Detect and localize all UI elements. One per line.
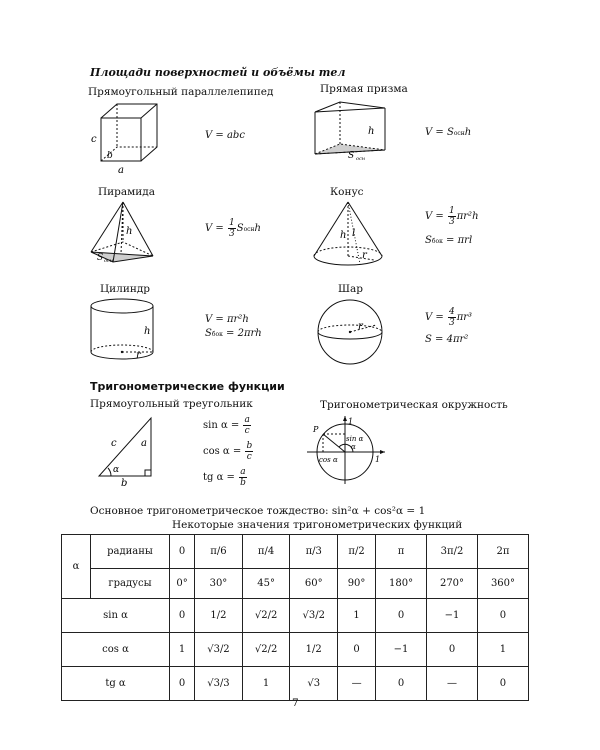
sphere-formula-v: V = xyxy=(425,312,444,323)
cylinder-formula-s-rest: = 2πrh xyxy=(226,328,262,339)
cos-value-cell: √3/2 xyxy=(195,633,243,667)
parallelepiped-title: Прямоугольный параллелепипед xyxy=(88,86,274,98)
cos-definition-fraction xyxy=(245,441,253,462)
sin-value-cell: 0 xyxy=(477,599,528,633)
tg-value-cell: √3/3 xyxy=(195,667,243,701)
circle-label-cos: cos α xyxy=(319,456,338,464)
tg-definition-left: tg α = xyxy=(203,472,235,483)
tg-fraction-num: a xyxy=(240,467,246,477)
degrees-cell: 60° xyxy=(290,569,338,599)
cone-formula-volume xyxy=(425,206,479,227)
degrees-cell: 90° xyxy=(338,569,376,599)
radians-cell: π/2 xyxy=(338,535,376,569)
tg-value-cell: — xyxy=(338,667,376,701)
table-row-sin xyxy=(62,599,529,633)
sphere-formula-fraction xyxy=(448,307,456,328)
parallelepiped-label-a: a xyxy=(118,165,124,176)
cylinder-formula-sub: бок xyxy=(211,331,223,338)
circle-label-sin: sin α xyxy=(346,435,364,443)
prism-formula-sub: осн xyxy=(453,130,465,137)
sin-value-cell: √2/2 xyxy=(242,599,290,633)
sin-value-cell: −1 xyxy=(427,599,478,633)
table-title: Некоторые значения тригонометрических функций xyxy=(172,519,463,531)
sin-value-cell: 0 xyxy=(170,599,195,633)
page-number: 7 xyxy=(292,697,299,709)
sin-fraction-den: c xyxy=(244,426,250,436)
cone-figure xyxy=(308,198,388,274)
cone-label-l: l xyxy=(352,228,356,239)
triangle-label-b: b xyxy=(121,478,128,488)
cos-value-cell: 1/2 xyxy=(290,633,338,667)
sphere-formula-rest: πr³ xyxy=(456,312,473,323)
sin-value-cell: √3/2 xyxy=(290,599,338,633)
cylinder-title: Цилиндр xyxy=(100,283,151,295)
sin-label-cell: sin α xyxy=(62,599,170,633)
pyramid-formula-h: h xyxy=(254,223,261,234)
sin-fraction-num: a xyxy=(244,415,250,425)
cone-label-h: h xyxy=(340,230,347,241)
table-row-radians xyxy=(62,535,529,569)
right-triangle-figure xyxy=(95,410,160,488)
pyramid-formula-fraction xyxy=(228,218,236,239)
pyramid-fraction-num: 1 xyxy=(228,218,235,228)
triangle-label-alpha: α xyxy=(113,465,120,475)
cylinder-label-r: r xyxy=(136,350,141,361)
cone-formula-fraction xyxy=(448,206,456,227)
identity-text: Основное тригонометрическое тождество: xyxy=(90,505,329,517)
triangle-label-a: a xyxy=(141,438,147,449)
cone-formula-sub: бок xyxy=(431,238,443,245)
degrees-cell: 30° xyxy=(195,569,243,599)
sin-value-cell: 0 xyxy=(376,599,427,633)
identity-line xyxy=(90,505,425,517)
alpha-header-cell: α xyxy=(62,535,91,599)
pyramid-label-sub: осн xyxy=(104,258,114,264)
cylinder-label-h: h xyxy=(144,326,151,337)
cos-value-cell: 1 xyxy=(170,633,195,667)
degrees-cell: 270° xyxy=(427,569,478,599)
circle-label-1-right: 1 xyxy=(375,455,381,464)
tg-value-cell: √3 xyxy=(290,667,338,701)
degrees-cell: 360° xyxy=(477,569,528,599)
table-row-cos xyxy=(62,633,529,667)
radians-cell: 0 xyxy=(170,535,195,569)
cos-value-cell: −1 xyxy=(376,633,427,667)
cos-value-cell: 1 xyxy=(477,633,528,667)
pyramid-label-s: S xyxy=(97,253,104,263)
prism-label-s: S xyxy=(348,151,355,161)
cone-fraction-num: 1 xyxy=(448,206,455,216)
radians-cell: π xyxy=(376,535,427,569)
cylinder-formula-volume: V = πr²h xyxy=(205,314,249,325)
tg-label-cell: tg α xyxy=(62,667,170,701)
tg-value-cell: 0 xyxy=(477,667,528,701)
pyramid-formula-sub: осн xyxy=(243,226,255,233)
cone-formula-rest: πr²h xyxy=(456,211,479,222)
parallelepiped-figure xyxy=(85,100,170,178)
tg-value-cell: — xyxy=(427,667,478,701)
cos-definition-left: cos α = xyxy=(203,446,242,457)
trig-values-table xyxy=(61,534,529,701)
table-row-degrees xyxy=(62,569,529,599)
cone-formula-s: S xyxy=(425,235,432,246)
tg-value-cell: 1 xyxy=(242,667,290,701)
prism-formula-v: V = S xyxy=(425,127,454,138)
cos-value-cell: √2/2 xyxy=(242,633,290,667)
sin-value-cell: 1 xyxy=(338,599,376,633)
tg-fraction-den: b xyxy=(240,478,246,488)
pyramid-formula xyxy=(205,218,261,239)
tg-definition-fraction xyxy=(239,467,247,488)
tg-value-cell: 0 xyxy=(170,667,195,701)
prism-formula-h: h xyxy=(464,127,472,138)
sin-value-cell: 1/2 xyxy=(195,599,243,633)
triangle-label-c: c xyxy=(111,438,117,449)
degrees-label-cell: градусы xyxy=(91,569,170,599)
circle-label-p: P xyxy=(313,425,319,434)
parallelepiped-label-b: b xyxy=(107,151,113,161)
triangle-title: Прямоугольный треугольник xyxy=(90,398,253,410)
pyramid-fraction-den: 3 xyxy=(228,229,235,239)
sphere-title: Шар xyxy=(338,283,363,295)
sphere-label-r: r xyxy=(358,321,363,332)
degrees-cell: 0° xyxy=(170,569,195,599)
cos-definition xyxy=(203,441,254,462)
cos-value-cell: 0 xyxy=(338,633,376,667)
cone-formula-s-rest: = πrl xyxy=(446,235,473,246)
cos-label-cell: cos α xyxy=(62,633,170,667)
cone-fraction-den: 3 xyxy=(448,217,455,227)
cos-fraction-den: c xyxy=(246,452,252,462)
trig-circle-figure xyxy=(305,414,387,486)
cone-formula-v: V = xyxy=(425,211,444,222)
cylinder-formula-s: S xyxy=(205,328,212,339)
tg-definition xyxy=(203,467,248,488)
sphere-formula-surface: S = 4πr² xyxy=(425,334,469,345)
radians-cell: 3π/2 xyxy=(427,535,478,569)
radians-cell: π/6 xyxy=(195,535,243,569)
pyramid-title: Пирамида xyxy=(98,186,156,198)
radians-label-cell: радианы xyxy=(91,535,170,569)
cone-title: Конус xyxy=(330,186,364,198)
sphere-fraction-num: 4 xyxy=(448,307,455,317)
cone-formula-surface xyxy=(425,234,472,249)
circle-label-alpha: α xyxy=(351,443,356,451)
sphere-formula-volume xyxy=(425,307,472,328)
cylinder-formula-surface xyxy=(205,327,262,342)
identity-formula: sin²α + cos²α = 1 xyxy=(331,505,426,517)
pyramid-formula-v: V = xyxy=(205,223,224,234)
cos-value-cell: 0 xyxy=(427,633,478,667)
sin-definition xyxy=(203,415,252,436)
pyramid-figure xyxy=(85,198,157,270)
cylinder-figure xyxy=(86,296,162,366)
radians-cell: 2π xyxy=(477,535,528,569)
radians-cell: π/4 xyxy=(242,535,290,569)
sphere-figure xyxy=(310,296,390,370)
circle-label-1-top: 1 xyxy=(348,417,354,426)
prism-label-h: h xyxy=(368,126,375,137)
table-row-tg xyxy=(62,667,529,701)
section-title-volumes: Площади поверхностей и объёмы тел xyxy=(90,66,346,79)
prism-formula xyxy=(425,126,471,141)
pyramid-label-h: h xyxy=(126,226,133,237)
tg-value-cell: 0 xyxy=(376,667,427,701)
cone-label-r: r xyxy=(362,250,367,261)
parallelepiped-formula: V = abc xyxy=(205,130,245,141)
degrees-cell: 45° xyxy=(242,569,290,599)
sphere-fraction-den: 3 xyxy=(448,318,455,328)
pyramid-formula-s: S xyxy=(236,223,244,234)
circle-title: Тригонометрическая окружность xyxy=(320,399,508,411)
prism-figure xyxy=(310,98,390,170)
parallelepiped-label-c: c xyxy=(91,134,97,145)
radians-cell: π/3 xyxy=(290,535,338,569)
prism-label-sub: осн xyxy=(356,156,366,162)
degrees-cell: 180° xyxy=(376,569,427,599)
section-title-trig: Тригонометрические функции xyxy=(90,380,285,393)
cos-fraction-num: b xyxy=(246,441,253,451)
prism-title: Прямая призма xyxy=(320,83,408,95)
sin-definition-left: sin α = xyxy=(203,420,240,431)
sin-definition-fraction xyxy=(243,415,250,436)
